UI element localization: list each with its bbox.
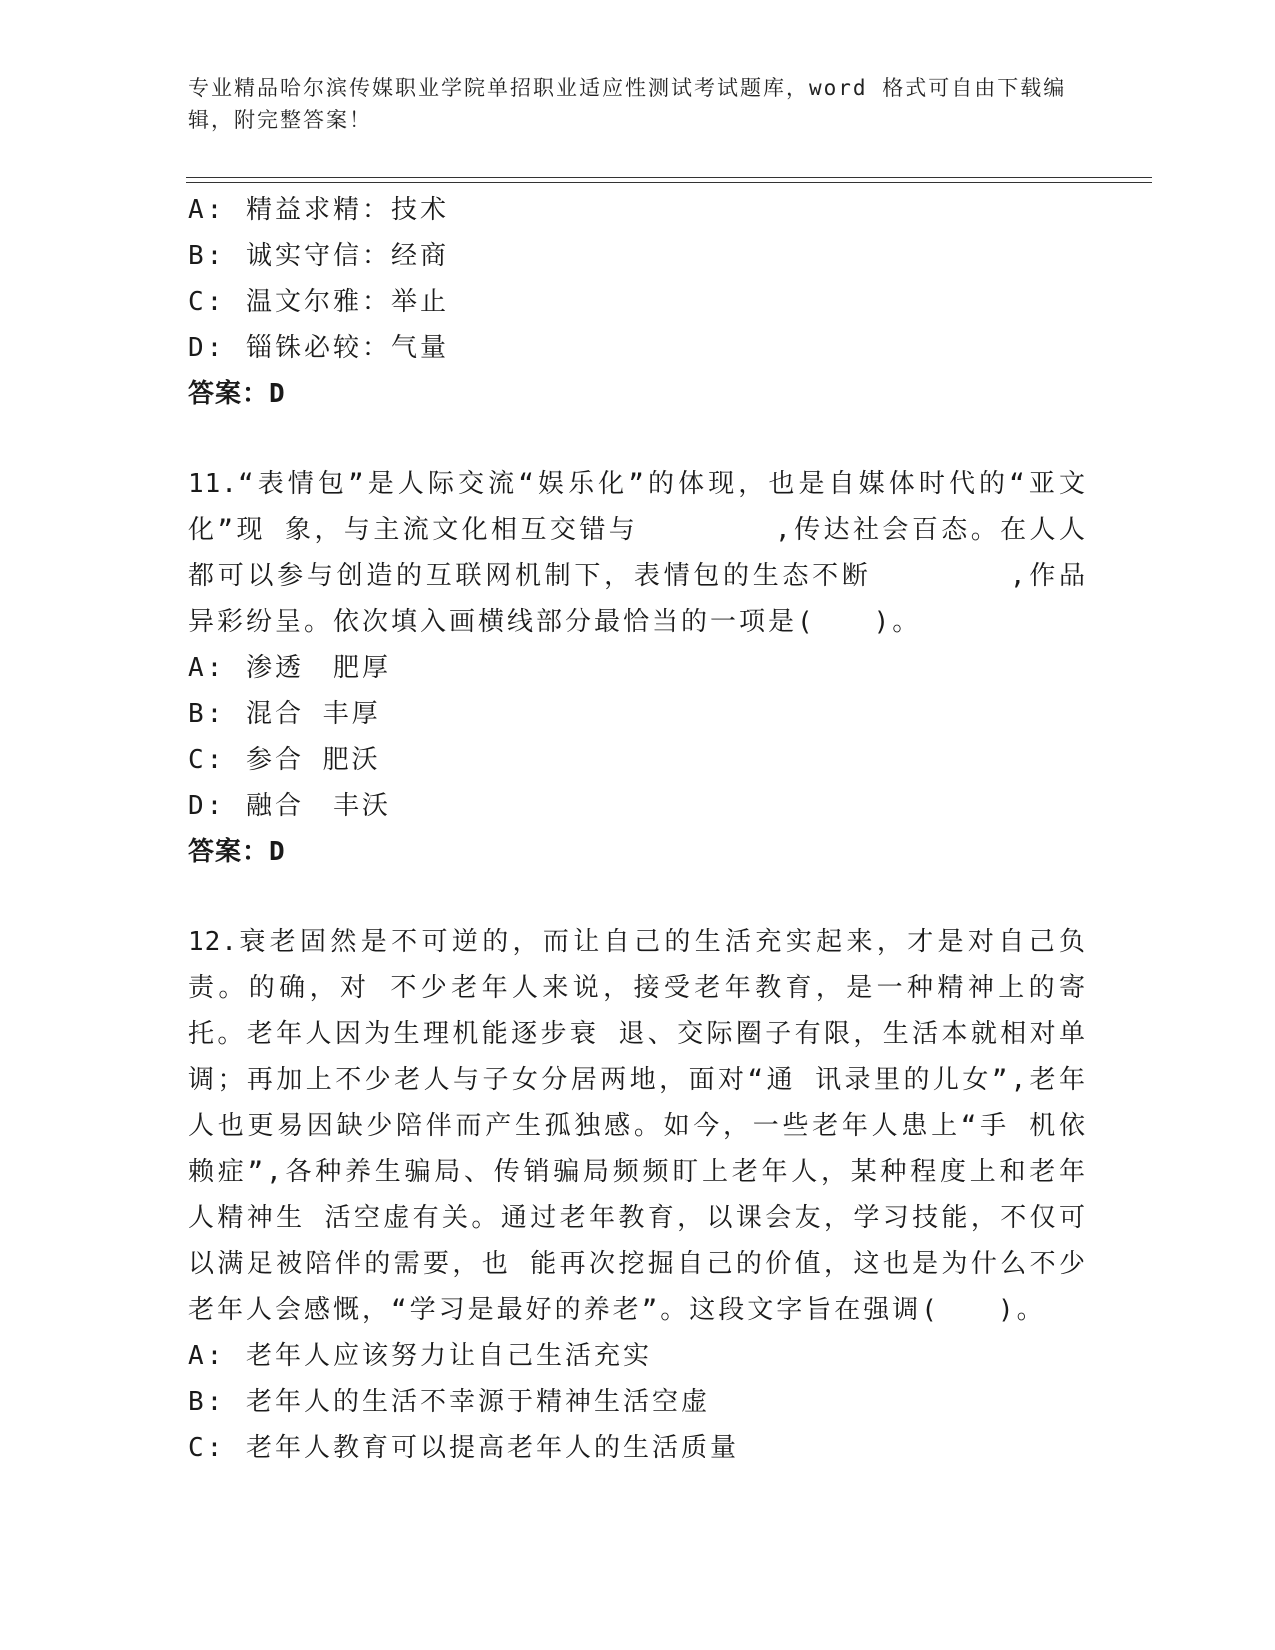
- question-text: 衰老固然是不可逆的，而让自己的生活充实起来，才是对自己负责。的确，对 不少老年人来说，接受老年教育，是一种精神上的寄托。老年人因为生理机能逐步衰 退、交际圈子有限，生活本就相对单调；再加上不少老人与子女分居两地，面对“通 讯录里的儿女”,老年人也更易因缺少陪伴而产生孤独感。如今，一些老年人患上“手 机依赖症”,各种养生骗局、传销骗局频频盯上老年人，某种程度上和老年人精神生 活空虚有关。通过老年教育，以课会友，学习技能，不仅可以满足被陪伴的需要，也 能再次挖掘自己的价值，这也是为什么不少老年人会感慨，“学习是最好的养老”。这段文字旨在强调( )。: [188, 927, 1088, 1325]
- option-d: [188, 783, 1088, 829]
- option-letter: A:: [188, 653, 226, 683]
- option-letter: C:: [188, 745, 226, 775]
- option-text: 老年人教育可以提高老年人的生活质量: [246, 1433, 740, 1463]
- option-a: [188, 645, 1088, 691]
- option-a: [188, 187, 1088, 233]
- option-text: 诚实守信：经商: [246, 241, 450, 271]
- question-12-options: [188, 1333, 1088, 1471]
- option-text: 老年人应该努力让自己生活充实: [246, 1341, 653, 1371]
- option-letter: D:: [188, 333, 226, 363]
- option-text: 融合 丰沃: [246, 791, 392, 821]
- document-body: [188, 187, 1088, 1471]
- option-letter: A:: [188, 1341, 226, 1371]
- option-letter: B:: [188, 699, 226, 729]
- option-a: [188, 1333, 1088, 1379]
- header-rule: [186, 177, 1152, 178]
- option-letter: D:: [188, 791, 226, 821]
- option-c: [188, 737, 1088, 783]
- option-text: 渗透 肥厚: [246, 653, 392, 683]
- option-text: 参合 肥沃: [246, 745, 381, 775]
- option-letter: C:: [188, 287, 226, 317]
- option-text: 混合 丰厚: [246, 699, 381, 729]
- option-text: 老年人的生活不幸源于精神生活空虚: [246, 1387, 711, 1417]
- option-b: [188, 233, 1088, 279]
- option-d: [188, 325, 1088, 371]
- page-header: 专业精品哈尔滨传媒职业学院单招职业适应性测试考试题库，word 格式可自由下载编辑，附完整答案！: [188, 76, 1067, 132]
- answer-line: 答案：D: [188, 837, 286, 867]
- answer-line: 答案：D: [188, 379, 286, 409]
- option-letter: B:: [188, 241, 226, 271]
- question-10-options: [188, 187, 1088, 417]
- option-text: 锱铢必较：气量: [246, 333, 450, 363]
- option-letter: A:: [188, 195, 226, 225]
- question-number: 12.: [188, 927, 238, 957]
- question-11-options: [188, 645, 1088, 875]
- question-11-stem: [188, 461, 1088, 645]
- option-c: [188, 1425, 1088, 1471]
- option-b: [188, 691, 1088, 737]
- option-text: 温文尔雅：举止: [246, 287, 450, 317]
- option-c: [188, 279, 1088, 325]
- option-b: [188, 1379, 1088, 1425]
- question-number: 11.: [188, 469, 238, 499]
- question-12-stem: [188, 919, 1088, 1333]
- option-letter: C:: [188, 1433, 226, 1463]
- question-text: “表情包”是人际交流“娱乐化”的体现，也是自媒体时代的“亚文化”现 象，与主流文化相互交错与 ,传达社会百态。在人人都可以参与创造的互联网机制下，表情包的生态不断 ,作品异彩纷呈。依次填入画横线部分最恰当的一项是( )。: [188, 469, 1088, 637]
- option-letter: B:: [188, 1387, 226, 1417]
- option-text: 精益求精：技术: [246, 195, 450, 225]
- header-rule-double: [186, 182, 1152, 183]
